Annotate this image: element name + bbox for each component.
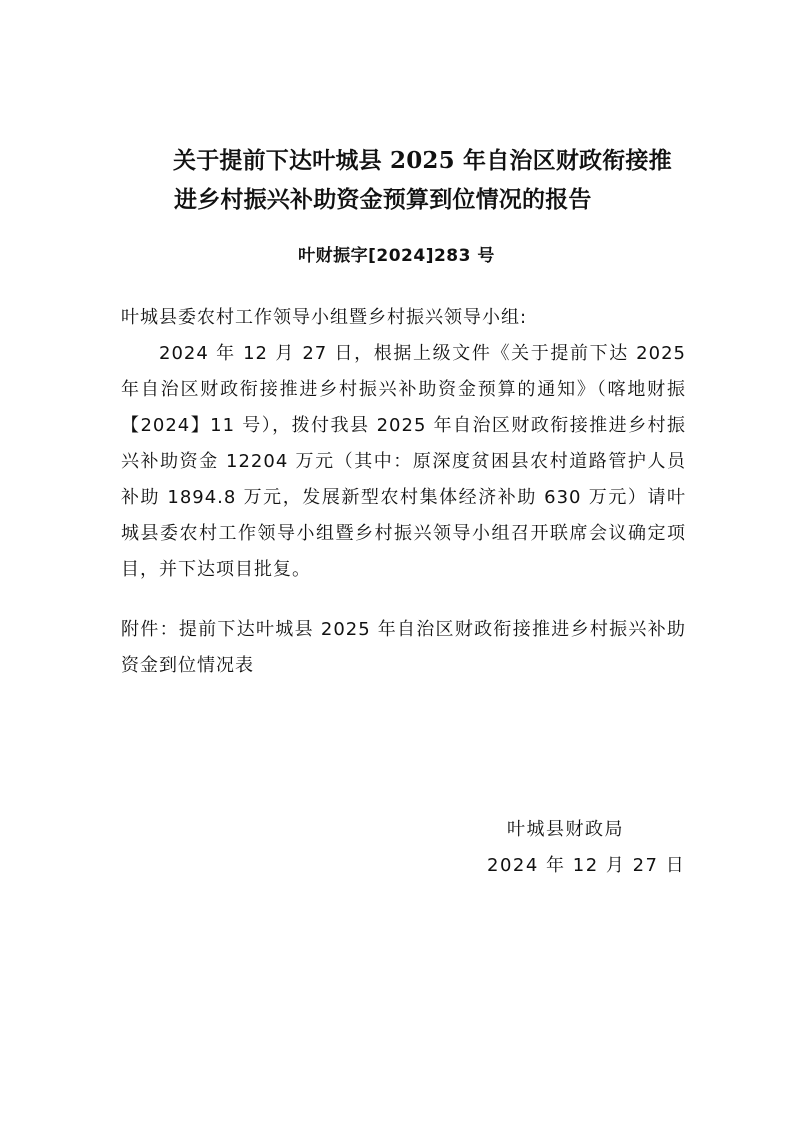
attachment-note: 附件：提前下达叶城县 2025 年自治区财政衔接推进乡村振兴补助资金到位情况表 — [121, 619, 686, 676]
salutation: 叶城县委农村工作领导小组暨乡村振兴领导小组: — [121, 307, 528, 328]
document-title — [150, 141, 710, 219]
signature-date: 2024 年 12 月 27 日 — [487, 855, 686, 876]
title-line-1: 关于提前下达叶城县 2025 年自治区财政衔接推 — [173, 147, 672, 174]
signature-organization: 叶城县财政局 — [507, 819, 624, 840]
title-line-2: 进乡村振兴补助资金预算到位情况的报告 — [174, 186, 592, 213]
document-number: 叶财振字[2024]283 号 — [298, 246, 495, 266]
body-paragraph: 2024 年 12 月 27 日，根据上级文件《关于提前下达 2025 年自治区财政衔接推进乡村振兴补助资金预算的通知》（喀地财振【2024】11 号），拨付我县 2025 年自治区财政衔接推进乡村振兴补助资金 12204 万元（其中：原深度贫困县农村道路管护人员补助 1894.8 万元，发展新型农村集体经济补助 630 万元）请叶城县委农村工作领导小组暨乡村振兴领导小组召开联席会议确定项目，并下达项目批复。 — [121, 343, 686, 580]
